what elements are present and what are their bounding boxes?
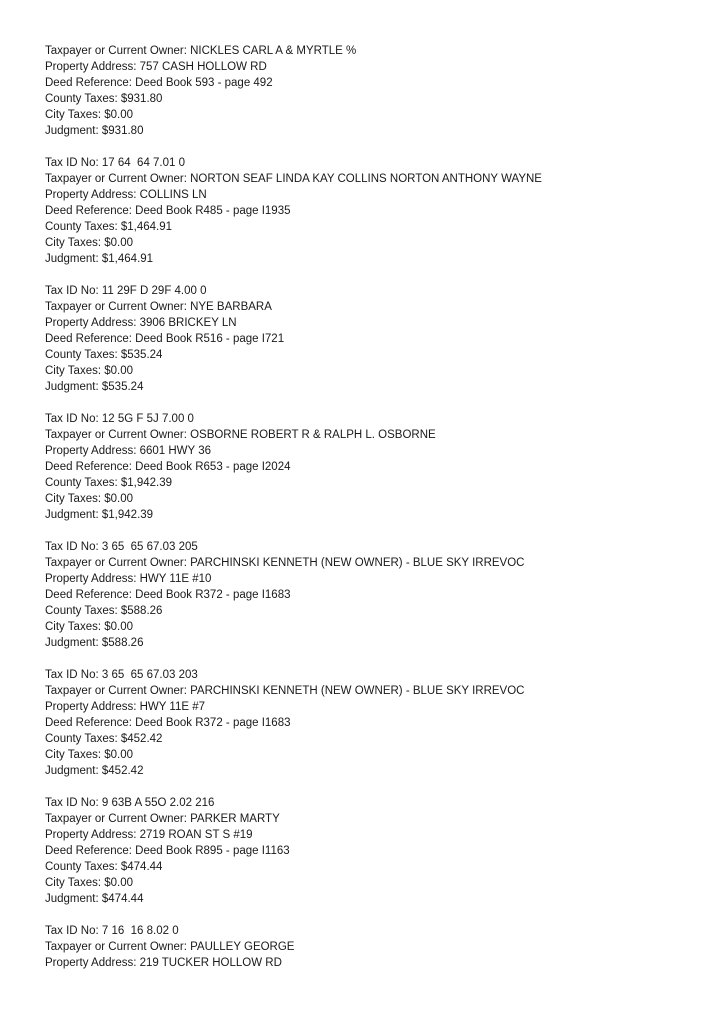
judgment-line: Judgment: $1,464.91 — [45, 253, 154, 265]
property-address-line: Property Address: COLLINS LN — [45, 189, 207, 201]
deed-reference-line: Deed Reference: Deed Book 593 - page 492 — [45, 77, 273, 89]
tax-id-line: Tax ID No: 9 63B A 55O 2.02 216 — [45, 797, 215, 809]
county-taxes-line: County Taxes: $535.24 — [45, 349, 163, 361]
judgment-line: Judgment: $588.26 — [45, 637, 144, 649]
city-taxes-line: City Taxes: $0.00 — [45, 621, 134, 633]
deed-reference-line: Deed Reference: Deed Book R372 - page I1683 — [45, 589, 291, 601]
tax-id-line: Tax ID No: 17 64 64 7.01 0 — [45, 157, 186, 169]
owner-line: Taxpayer or Current Owner: NORTON SEAF LINDA KAY COLLINS NORTON ANTHONY WAYNE — [45, 173, 542, 185]
property-address-line: Property Address: 219 TUCKER HOLLOW RD — [45, 957, 282, 969]
tax-record — [45, 43, 705, 139]
owner-line: Taxpayer or Current Owner: PARCHINSKI KENNETH (NEW OWNER) - BLUE SKY IRREVOC — [45, 685, 525, 697]
city-taxes-line: City Taxes: $0.00 — [45, 493, 134, 505]
tax-id-line: Tax ID No: 12 5G F 5J 7.00 0 — [45, 413, 194, 425]
tax-id-line: Tax ID No: 3 65 65 67.03 203 — [45, 669, 198, 681]
property-address-line: Property Address: 757 CASH HOLLOW RD — [45, 61, 267, 73]
tax-record — [45, 283, 705, 395]
county-taxes-line: County Taxes: $474.44 — [45, 861, 163, 873]
judgment-line: Judgment: $452.42 — [45, 765, 144, 777]
judgment-line: Judgment: $474.44 — [45, 893, 144, 905]
property-address-line: Property Address: 6601 HWY 36 — [45, 445, 211, 457]
owner-line: Taxpayer or Current Owner: PAULLEY GEORGE — [45, 941, 295, 953]
owner-line: Taxpayer or Current Owner: PARKER MARTY — [45, 813, 280, 825]
county-taxes-line: County Taxes: $1,464.91 — [45, 221, 173, 233]
owner-line: Taxpayer or Current Owner: NICKLES CARL A & MYRTLE % — [45, 45, 357, 57]
owner-line: Taxpayer or Current Owner: PARCHINSKI KENNETH (NEW OWNER) - BLUE SKY IRREVOC — [45, 557, 525, 569]
deed-reference-line: Deed Reference: Deed Book R895 - page I1163 — [45, 845, 290, 857]
judgment-line: Judgment: $1,942.39 — [45, 509, 154, 521]
tax-id-line: Tax ID No: 11 29F D 29F 4.00 0 — [45, 285, 207, 297]
property-address-line: Property Address: HWY 11E #7 — [45, 701, 206, 713]
deed-reference-line: Deed Reference: Deed Book R485 - page I1935 — [45, 205, 291, 217]
tax-record — [45, 667, 705, 779]
owner-line: Taxpayer or Current Owner: NYE BARBARA — [45, 301, 272, 313]
judgment-line: Judgment: $931.80 — [45, 125, 144, 137]
tax-id-line: Tax ID No: 7 16 16 8.02 0 — [45, 925, 179, 937]
owner-line: Taxpayer or Current Owner: OSBORNE ROBERT R & RALPH L. OSBORNE — [45, 429, 436, 441]
tax-record — [45, 411, 705, 523]
property-address-line: Property Address: HWY 11E #10 — [45, 573, 212, 585]
city-taxes-line: City Taxes: $0.00 — [45, 237, 134, 249]
city-taxes-line: City Taxes: $0.00 — [45, 877, 134, 889]
city-taxes-line: City Taxes: $0.00 — [45, 749, 134, 761]
tax-record — [45, 795, 705, 907]
tax-record — [45, 155, 705, 267]
document-page — [45, 43, 705, 987]
city-taxes-line: City Taxes: $0.00 — [45, 365, 134, 377]
county-taxes-line: County Taxes: $588.26 — [45, 605, 163, 617]
judgment-line: Judgment: $535.24 — [45, 381, 144, 393]
deed-reference-line: Deed Reference: Deed Book R653 - page I2024 — [45, 461, 291, 473]
deed-reference-line: Deed Reference: Deed Book R516 - page I721 — [45, 333, 285, 345]
city-taxes-line: City Taxes: $0.00 — [45, 109, 134, 121]
deed-reference-line: Deed Reference: Deed Book R372 - page I1683 — [45, 717, 291, 729]
property-address-line: Property Address: 2719 ROAN ST S #19 — [45, 829, 253, 841]
county-taxes-line: County Taxes: $452.42 — [45, 733, 163, 745]
tax-id-line: Tax ID No: 3 65 65 67.03 205 — [45, 541, 198, 553]
property-address-line: Property Address: 3906 BRICKEY LN — [45, 317, 237, 329]
county-taxes-line: County Taxes: $1,942.39 — [45, 477, 173, 489]
tax-record — [45, 923, 705, 971]
county-taxes-line: County Taxes: $931.80 — [45, 93, 163, 105]
tax-record — [45, 539, 705, 651]
